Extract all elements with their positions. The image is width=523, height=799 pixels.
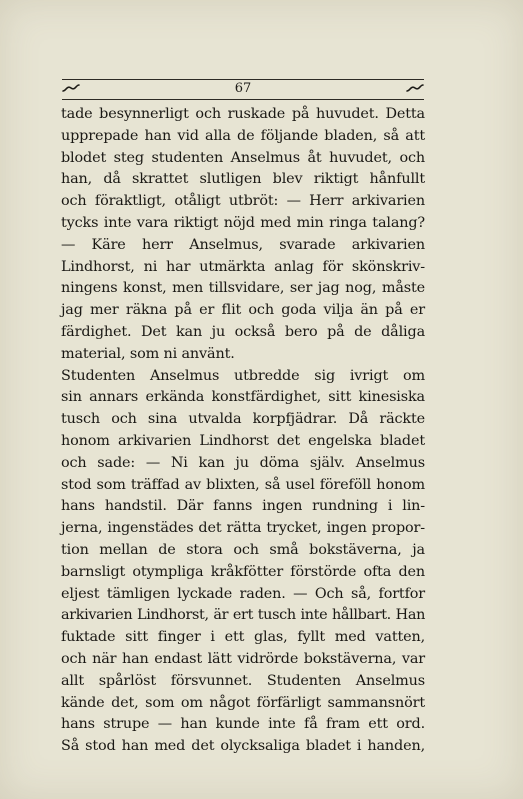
right-ornament-icon <box>406 83 424 93</box>
text-line: och föraktligt, otåligt utbröt: — Herr arkivarien <box>61 193 425 210</box>
text-line: blodet steg studenten Anselmus åt huvudet, och <box>61 149 425 166</box>
text-line: ningens konst, men tillsvidare, ser jag nog, måste <box>61 280 425 297</box>
text-line: han, då skrattet slutligen blev riktigt hånfullt <box>61 171 425 188</box>
text-line: kände det, som om något förfärligt sammansnört <box>61 694 425 711</box>
text-line: jerna, ingenstädes det rätta trycket, ingen propor- <box>61 520 425 537</box>
text-line: hans strupe — han kunde inte få fram ett ord. <box>61 716 425 733</box>
text-line: eljest tämligen lyckade raden. — Och så, fortfor <box>61 585 425 602</box>
text-line: arkivarien Lindhorst, är ert tusch inte hållbart. Han <box>61 607 425 624</box>
text-line: Studenten Anselmus utbredde sig ivrigt om <box>61 367 425 384</box>
text-line: jag mer räkna på er flit och goda vilja än på er <box>61 302 425 319</box>
text-line: fuktade sitt finger i ett glas, fyllt med vatten, <box>61 629 425 646</box>
text-line: sin annars erkända konstfärdighet, sitt kinesiska <box>61 389 425 406</box>
text-line: material, som ni använt. <box>61 345 235 362</box>
text-line: tion mellan de stora och små bokstäverna, ja <box>61 541 425 558</box>
body-text <box>61 104 425 758</box>
text-line: och när han endast lätt vidrörde bokstäverna, var <box>61 650 425 667</box>
text-line: tusch och sina utvalda korpfjädrar. Då räckte <box>61 411 425 428</box>
text-line: barnsligt otympliga kråkfötter förstörde ofta den <box>61 563 425 580</box>
text-line: Lindhorst, ni har utmärkta anlag för skönskriv- <box>61 258 425 275</box>
text-line: tade besynnerligt och ruskade på huvudet. Detta <box>61 106 425 122</box>
text-line: hans handstil. Där fanns ingen rundning i lin- <box>61 498 425 515</box>
text-line: tycks inte vara riktigt nöjd med min ringa talang? <box>61 214 425 231</box>
running-header <box>62 80 424 98</box>
text-line: och sade: — Ni kan ju döma själv. Anselmus <box>61 454 425 471</box>
text-line: upprepade han vid alla de följande bladen, så att <box>61 127 425 144</box>
text-line: allt spårlöst försvunnet. Studenten Anselmus <box>61 672 425 689</box>
text-line: Så stod han med det olycksaliga bladet i handen, <box>61 738 425 755</box>
text-line: — Käre herr Anselmus, svarade arkivarien <box>61 236 425 253</box>
text-line: färdighet. Det kan ju också bero på de dåliga <box>61 323 425 340</box>
page-number: 67 <box>234 81 252 96</box>
text-line: honom arkivarien Lindhorst det engelska bladet <box>61 432 425 449</box>
text-line: stod som träffad av blixten, så usel föreföll honom <box>61 476 425 493</box>
header-bottom-rule <box>62 99 424 100</box>
